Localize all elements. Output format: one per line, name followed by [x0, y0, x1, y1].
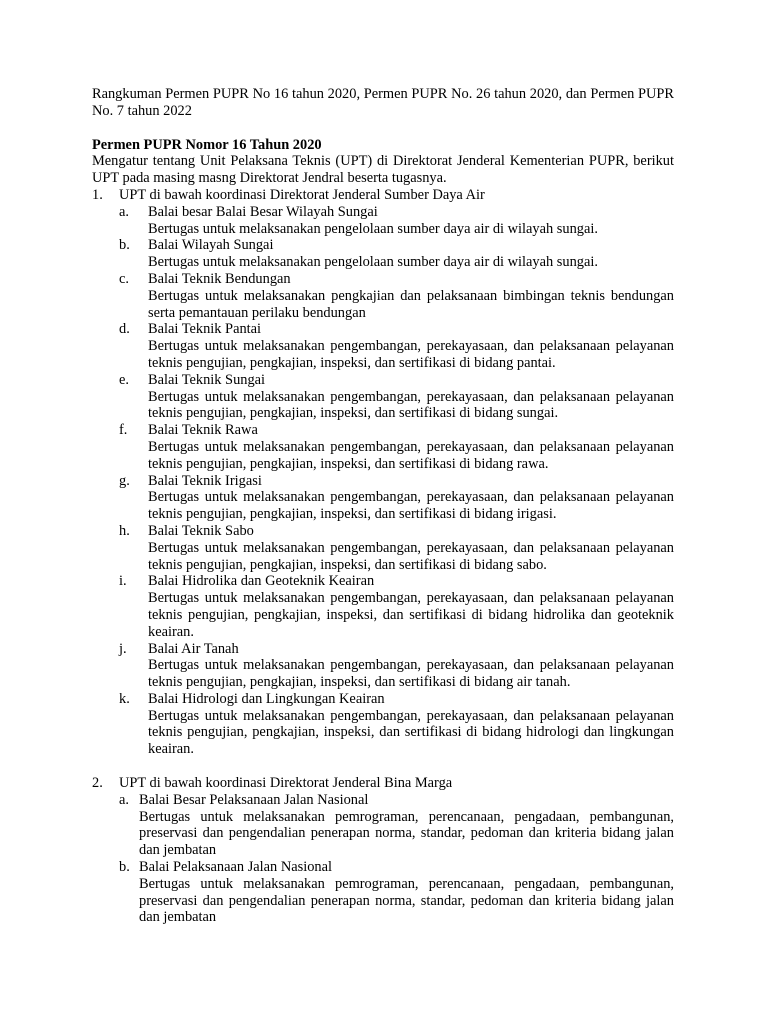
item-letter: i. — [119, 573, 127, 590]
item-letter: j. — [119, 640, 127, 657]
item-letter: b. — [119, 237, 130, 254]
document-page — [92, 86, 674, 926]
item-title: UPT di bawah koordinasi Direktorat Jenderal Sumber Daya Air — [119, 186, 485, 203]
item-letter: c. — [119, 270, 129, 287]
item-number: 2. — [92, 775, 103, 792]
list-item — [119, 473, 674, 523]
item-letter: h. — [119, 522, 130, 539]
item-description: Bertugas untuk melaksanakan pengembangan, perekayasaan, dan pelaksanaan pelayanan teknis pengujian, pengkajian, inspeksi, dan sertifikasi di bidang rawa. — [148, 438, 674, 472]
item-letter: f. — [119, 422, 128, 439]
item-name: Balai Besar Pelaksanaan Jalan Nasional — [139, 791, 369, 808]
spacer — [92, 758, 674, 775]
item-description: Bertugas untuk melaksanakan pengembangan, perekayasaan, dan pelaksanaan pelayanan teknis pengujian, pengkajian, inspeksi, dan sertifikasi di bidang irigasi. — [148, 489, 674, 523]
item-description: Bertugas untuk melaksanakan pengembangan, perekayasaan, dan pelaksanaan pelayanan teknis pengujian, pengkajian, inspeksi, dan sertifikasi di bidang sungai. — [148, 388, 674, 422]
item-number: 1. — [92, 186, 103, 203]
item-description: Bertugas untuk melaksanakan pengembangan, perekayasaan, dan pelaksanaan pelayanan teknis pengujian, pengkajian, inspeksi, dan sertifikasi di bidang pantai. — [148, 338, 674, 371]
list-item — [119, 641, 674, 691]
item-name: Balai Air Tanah — [148, 640, 239, 657]
item-description: Bertugas untuk melaksanakan pengembangan, perekayasaan, dan pelaksanaan pelayanan teknis pengujian, pengkajian, inspeksi, dan sertifikasi di bidang sabo. — [148, 539, 674, 573]
item-description: Bertugas untuk melaksanakan pemrograman, perencanaan, pengadaan, pembangunan, preservasi dan pengendalian penerapan norma, standar, pedoman dan kriteria bidang jalan dan jembatan — [139, 875, 674, 926]
item-name: Balai besar Balai Besar Wilayah Sungai — [148, 203, 378, 220]
item-name: Balai Teknik Rawa — [148, 422, 258, 439]
item-name: Balai Hidrologi dan Lingkungan Keairan — [148, 690, 385, 707]
item-letter: a. — [119, 203, 129, 220]
item-description: Bertugas untuk melaksanakan pengembangan, perekayasaan, dan pelaksanaan pelayanan teknis pengujian, pengkajian, inspeksi, dan sertifikasi di bidang hidrologi dan lingkungan keairan. — [148, 707, 674, 758]
item-letter: d. — [119, 321, 130, 338]
item-name: Balai Hidrolika dan Geoteknik Keairan — [148, 573, 375, 590]
item-description: Bertugas untuk melaksanakan pengelolaan sumber daya air di wilayah sungai. — [148, 254, 598, 271]
item-letter: k. — [119, 690, 130, 707]
item-letter: g. — [119, 472, 130, 489]
item-name: Balai Teknik Sabo — [148, 522, 254, 539]
item-name: Balai Teknik Pantai — [148, 321, 262, 338]
list-item — [119, 691, 674, 758]
section-intro: Mengatur tentang Unit Pelaksana Teknis (UPT) di Direktorat Jenderal Kementerian PUPR, berikut UPT pada masing masng Direktorat Jendral beserta tugasnya. — [92, 153, 674, 187]
list-item — [119, 204, 674, 238]
list-item — [119, 237, 674, 271]
sub-list-1 — [119, 204, 674, 758]
list-item — [119, 321, 674, 371]
sub-list-2 — [119, 792, 674, 926]
item-letter: a. — [119, 791, 129, 808]
item-title: UPT di bawah koordinasi Direktorat Jenderal Bina Marga — [119, 775, 453, 792]
list-item — [119, 859, 674, 926]
item-name: Balai Teknik Bendungan — [148, 270, 291, 287]
list-item — [119, 573, 674, 640]
item-name: Balai Pelaksanaan Jalan Nasional — [139, 859, 333, 876]
document-title: Rangkuman Permen PUPR No 16 tahun 2020, Permen PUPR No. 26 tahun 2020, dan Permen PUPR No. 7 tahun 2022 — [92, 86, 674, 119]
item-name: Balai Wilayah Sungai — [148, 237, 274, 254]
numbered-item-1 — [92, 187, 674, 204]
item-description: Bertugas untuk melaksanakan pemrograman, perencanaan, pengadaan, pembangunan, preservasi dan pengendalian penerapan norma, standar, pedoman dan kriteria bidang jalan dan jembatan — [139, 808, 674, 859]
item-description: Bertugas untuk melaksanakan pengembangan, perekayasaan, dan pelaksanaan pelayanan teknis pengujian, pengkajian, inspeksi, dan sertifikasi di bidang air tanah. — [148, 657, 674, 691]
item-description: Bertugas untuk melaksanakan pengkajian dan pelaksanaan bimbingan teknis bendungan serta pemantauan perilaku bendungan — [148, 287, 674, 321]
numbered-item-2 — [92, 775, 674, 792]
list-item — [119, 422, 674, 472]
item-name: Balai Teknik Irigasi — [148, 472, 262, 489]
list-item — [119, 792, 674, 859]
item-description: Bertugas untuk melaksanakan pengembangan, perekayasaan, dan pelaksanaan pelayanan teknis pengujian, pengkajian, inspeksi, dan sertifikasi di bidang hidrolika dan geoteknik keairan. — [148, 590, 674, 640]
section-heading: Permen PUPR Nomor 16 Tahun 2020 — [92, 136, 322, 153]
list-item — [119, 271, 674, 321]
item-letter: b. — [119, 859, 130, 876]
item-name: Balai Teknik Sungai — [148, 371, 266, 388]
item-description: Bertugas untuk melaksanakan pengelolaan sumber daya air di wilayah sungai. — [148, 220, 598, 237]
list-item — [119, 372, 674, 422]
item-letter: e. — [119, 371, 129, 388]
list-item — [119, 523, 674, 573]
